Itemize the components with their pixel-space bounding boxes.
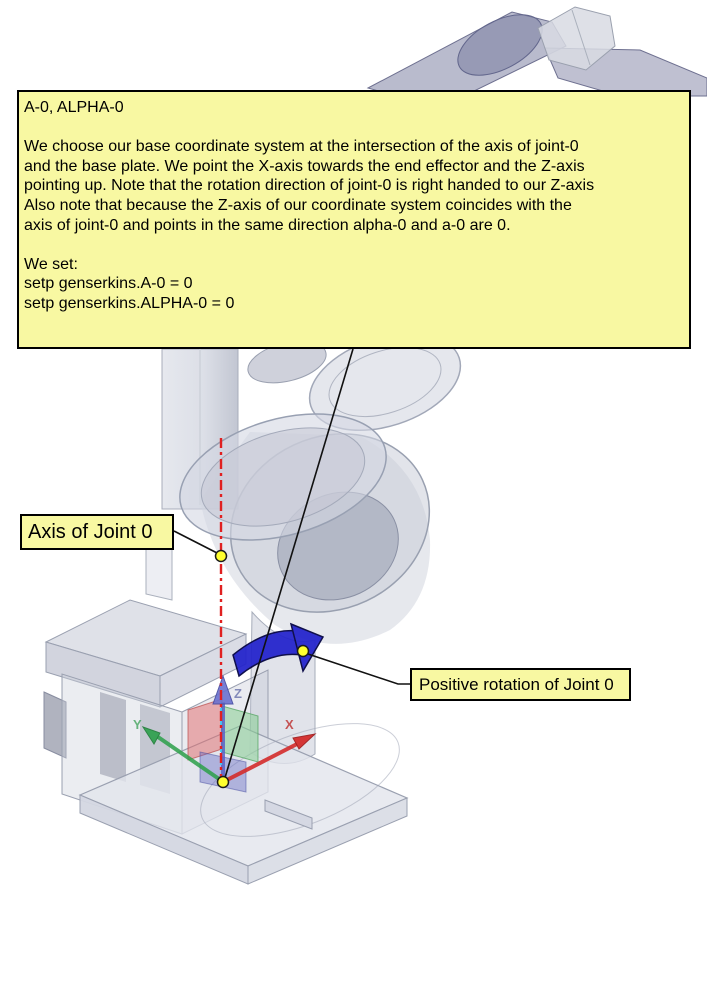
text-line: setp genserkins.A-0 = 0 (24, 275, 193, 293)
text-line: axis of joint-0 and points in the same direction alpha-0 and a-0 are 0. (24, 216, 511, 234)
text-line: Also note that because the Z-axis of our coordinate system coincides with the (24, 196, 572, 214)
axis-of-joint-label: Axis of Joint 0 (20, 514, 174, 550)
info-note-box (17, 90, 691, 349)
text-line: We choose our base coordinate system at the intersection of the axis of joint-0 (24, 138, 579, 156)
rotation-marker-dot (298, 646, 309, 657)
note-body (24, 137, 684, 313)
text-line: pointing up. Note that the rotation direction of joint-0 is right handed to our Z-axis (24, 177, 595, 195)
robot-upper-arm (368, 2, 707, 96)
text-line: and the base plate. We point the X-axis towards the end effector and the Z-axis (24, 157, 585, 175)
inner-pillar (100, 692, 126, 782)
x-axis-label: X (285, 717, 294, 732)
text-line: setp genserkins.ALPHA-0 = 0 (24, 294, 235, 312)
text-line (24, 235, 684, 255)
yz-plane (222, 706, 258, 762)
note-title: A-0, ALPHA-0 (24, 99, 124, 116)
origin-marker-dot (218, 777, 229, 788)
text-line: We set: (24, 255, 78, 273)
xz-plane (188, 699, 222, 760)
positive-rotation-label: Positive rotation of Joint 0 (410, 668, 631, 701)
y-axis-label: Y (133, 717, 142, 732)
leader-rotation-label (305, 653, 410, 684)
axis-marker-dot (216, 551, 227, 562)
z-axis-label: Z (234, 686, 242, 701)
